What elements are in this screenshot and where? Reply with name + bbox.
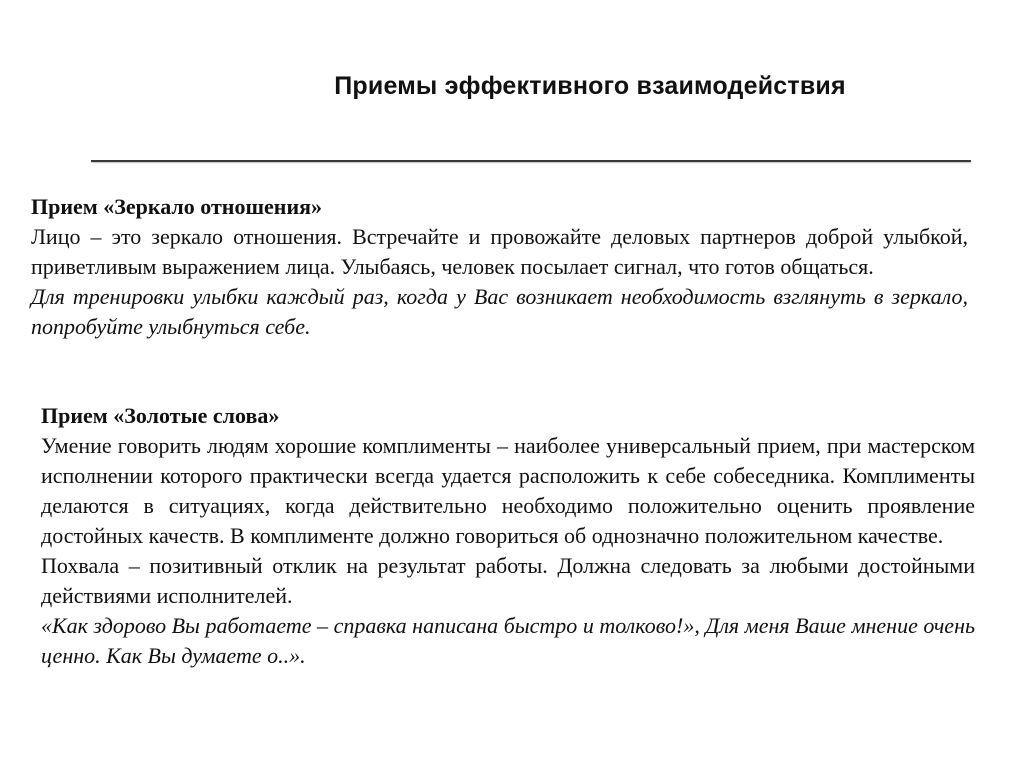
section-mirror-of-attitude	[31, 192, 968, 342]
section-paragraph: Похвала – позитивный отклик на результат работы. Должна следовать за любыми достойными действиями исполнителей.	[41, 553, 975, 608]
section-heading: Прием «Золотые слова»	[41, 403, 280, 428]
section-italic-tip: Для тренировки улыбки каждый раз, когда у Вас возникает необходимость взглянуть в зеркало, попробуйте улыбнуться себе.	[31, 284, 968, 339]
section-italic-example: «Как здорово Вы работаете – справка написана быстро и толково!», Для меня Ваше мнение очень ценно. Как Вы думаете о..».	[41, 613, 975, 668]
section-golden-words	[41, 401, 975, 671]
title-divider	[91, 160, 971, 162]
section-paragraph: Лицо – это зеркало отношения. Встречайте и провожайте деловых партнеров доброй улыбкой, приветливым выражением лица. Улыбаясь, человек посылает сигнал, что готов общаться.	[31, 224, 968, 279]
section-paragraph: Умение говорить людям хорошие комплименты – наиболее универсальный прием, при мастерском исполнении которого практически всегда удается расположить к себе собеседника. Комплименты делаются в ситуациях, когда действительно необходимо положительно оценить проявление достойных качеств. В комплименте должно говориться об однозначно положительном качестве.	[41, 433, 975, 548]
section-heading: Прием «Зеркало отношения»	[31, 194, 323, 219]
page-title: Приемы эффективного взаимодействия	[334, 72, 846, 100]
